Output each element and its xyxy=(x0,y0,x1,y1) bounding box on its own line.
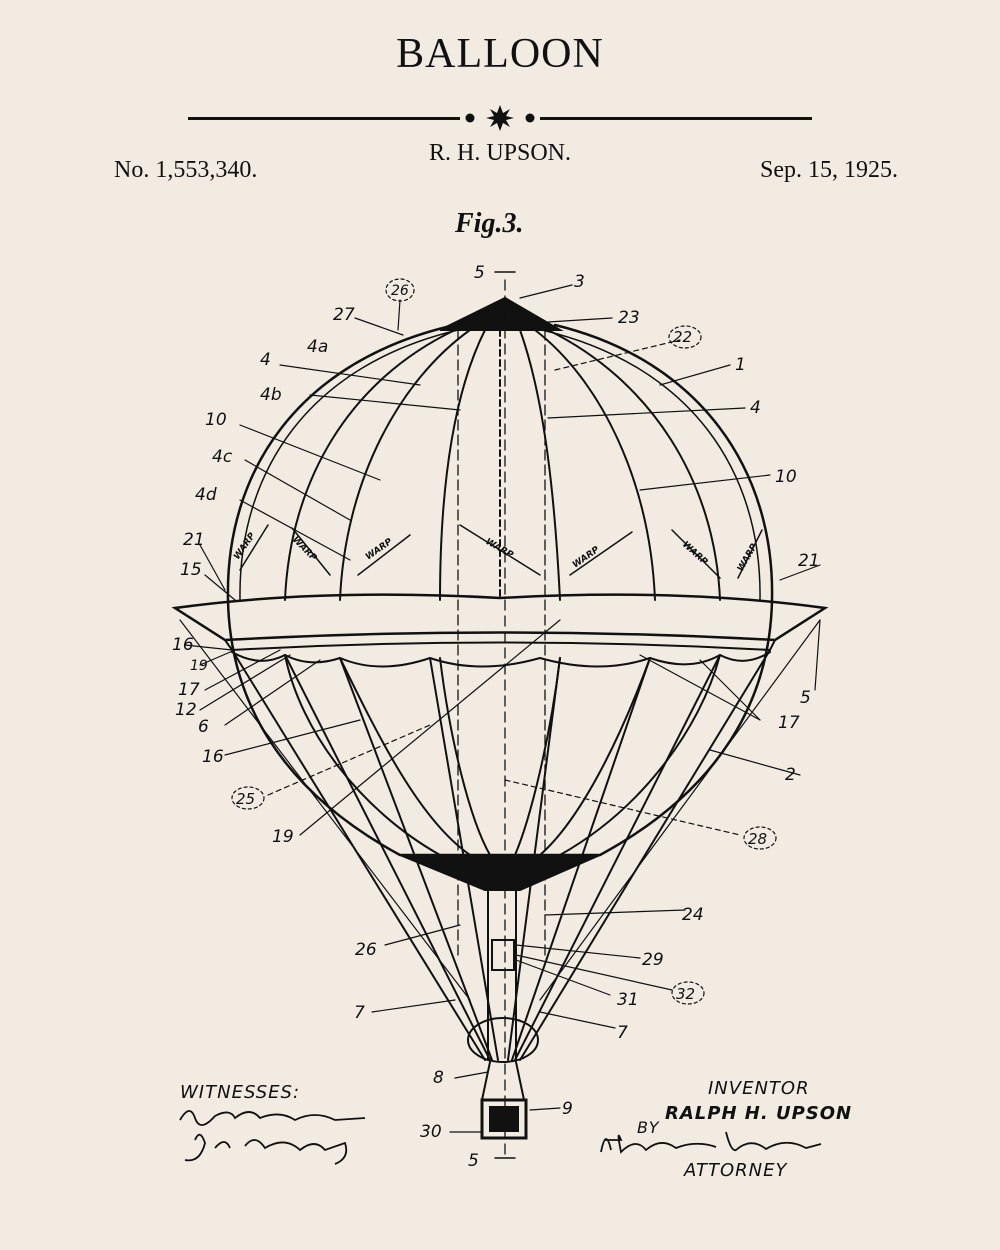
warp-label: WARP xyxy=(232,531,258,562)
ref-4-right: 4 xyxy=(750,398,761,418)
ref-1: 1 xyxy=(735,355,746,375)
patent-title: BALLOON xyxy=(396,31,604,77)
inventor-name: R. H. UPSON. xyxy=(428,140,572,166)
ref-7-left: 7 xyxy=(354,1003,365,1023)
ref-26-top: 26 xyxy=(391,283,409,299)
by-label: BY xyxy=(637,1118,660,1137)
ref-4a: 4a xyxy=(307,337,329,357)
ref-2: 2 xyxy=(785,765,796,785)
warp-label: WARP xyxy=(483,536,515,561)
lower-cone xyxy=(400,855,600,890)
inventor-label: INVENTOR xyxy=(708,1078,810,1099)
ref-4b: 4b xyxy=(260,385,282,405)
ref-23: 23 xyxy=(618,308,640,328)
ref-17-left: 17 xyxy=(178,680,200,700)
section-mark-bottom: 5 xyxy=(468,1151,479,1171)
ref-16-lower: 16 xyxy=(202,747,224,767)
ref-9: 9 xyxy=(562,1099,573,1119)
ref-29: 29 xyxy=(642,950,664,970)
ref-8: 8 xyxy=(433,1068,444,1088)
ref-19-upper: 19 xyxy=(190,658,208,674)
ref-22: 22 xyxy=(673,328,693,346)
ref-7-right: 7 xyxy=(617,1023,628,1043)
section-mark-top: 5 xyxy=(474,263,485,283)
ref-21-left: 21 xyxy=(183,530,205,550)
ref-16-upper: 16 xyxy=(172,635,194,655)
witnesses-label: WITNESSES: xyxy=(180,1082,301,1103)
ref-3: 3 xyxy=(574,272,585,292)
patent-date: Sep. 15, 1925. xyxy=(760,157,898,183)
ref-24: 24 xyxy=(682,905,704,925)
warp-label: WARP xyxy=(570,544,602,571)
crown-valve xyxy=(440,298,560,330)
ref-27: 27 xyxy=(333,305,355,325)
patent-number: No. 1,553,340. xyxy=(114,157,258,183)
figure-label: Fig.3. xyxy=(455,208,524,239)
warp-label: WARP xyxy=(289,535,319,564)
ref-5: 5 xyxy=(800,688,811,708)
ref-17-right: 17 xyxy=(778,713,800,733)
ref-30: 30 xyxy=(420,1122,442,1142)
equatorial-band xyxy=(175,595,825,640)
ref-26: 26 xyxy=(355,940,377,960)
ref-21-right: 21 xyxy=(798,551,820,571)
ref-32: 32 xyxy=(676,985,696,1003)
ref-4d: 4d xyxy=(195,485,217,505)
attorney-label: ATTORNEY xyxy=(684,1160,788,1181)
warp-label: WARP xyxy=(679,539,710,568)
ref-12: 12 xyxy=(175,700,197,720)
warp-label: WARP xyxy=(363,536,395,563)
ref-31: 31 xyxy=(617,990,639,1010)
ref-6: 6 xyxy=(198,717,209,737)
warp-label: WARP xyxy=(735,542,760,574)
witness-signatures xyxy=(175,1098,375,1168)
ref-4: 4 xyxy=(260,350,271,370)
ref-15: 15 xyxy=(180,560,202,580)
attorney-signature xyxy=(596,1122,826,1162)
ref-10-left: 10 xyxy=(205,410,227,430)
ref-28: 28 xyxy=(748,830,768,848)
ref-4c: 4c xyxy=(212,447,233,467)
ref-19-lower: 19 xyxy=(272,827,294,847)
ref-25: 25 xyxy=(236,790,256,808)
ref-10-right: 10 xyxy=(775,467,797,487)
inventor-full-name: RALPH H. UPSON xyxy=(665,1103,853,1124)
